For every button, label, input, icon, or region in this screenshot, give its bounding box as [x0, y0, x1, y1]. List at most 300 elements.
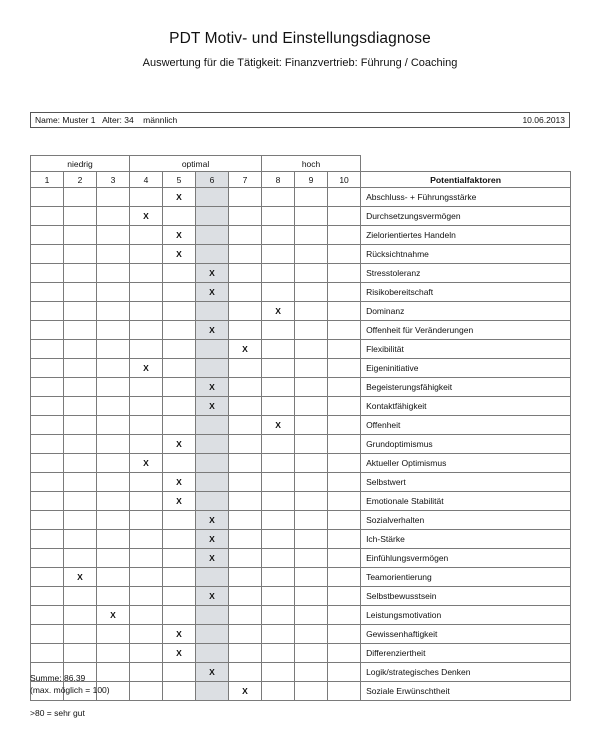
score-empty-cell[interactable]: [196, 359, 229, 378]
score-empty-cell[interactable]: [130, 302, 163, 321]
score-empty-cell[interactable]: [64, 188, 97, 207]
score-empty-cell[interactable]: [64, 625, 97, 644]
score-empty-cell[interactable]: [295, 625, 328, 644]
score-empty-cell[interactable]: [295, 473, 328, 492]
score-empty-cell[interactable]: [196, 568, 229, 587]
score-empty-cell[interactable]: [130, 663, 163, 682]
score-empty-cell[interactable]: [163, 682, 196, 701]
score-empty-cell[interactable]: [163, 207, 196, 226]
score-empty-cell[interactable]: [97, 644, 130, 663]
score-empty-cell[interactable]: [97, 359, 130, 378]
factor-label: Stresstoleranz: [361, 264, 571, 283]
score-empty-cell[interactable]: [328, 663, 361, 682]
score-empty-cell[interactable]: [130, 416, 163, 435]
score-empty-cell[interactable]: [229, 435, 262, 454]
score-empty-cell[interactable]: [163, 511, 196, 530]
score-empty-cell[interactable]: [262, 606, 295, 625]
factor-label: Leistungsmotivation: [361, 606, 571, 625]
score-empty-cell[interactable]: [97, 587, 130, 606]
score-empty-cell[interactable]: [295, 587, 328, 606]
score-empty-cell[interactable]: [130, 625, 163, 644]
score-empty-cell[interactable]: [328, 682, 361, 701]
score-mark-cell[interactable]: X: [64, 568, 97, 587]
score-empty-cell[interactable]: [229, 226, 262, 245]
score-empty-cell[interactable]: [163, 530, 196, 549]
score-empty-cell[interactable]: [130, 682, 163, 701]
score-empty-cell[interactable]: [262, 511, 295, 530]
score-empty-cell[interactable]: [262, 663, 295, 682]
score-empty-cell[interactable]: [31, 568, 64, 587]
score-empty-cell[interactable]: [163, 568, 196, 587]
score-empty-cell[interactable]: [262, 397, 295, 416]
score-empty-cell[interactable]: [262, 245, 295, 264]
table-row: [31, 644, 571, 663]
scale-header-4: 4: [130, 172, 163, 188]
score-empty-cell[interactable]: [97, 264, 130, 283]
score-empty-cell[interactable]: [229, 530, 262, 549]
factor-label: Selbstwert: [361, 473, 571, 492]
score-mark-cell[interactable]: X: [163, 188, 196, 207]
score-mark-cell[interactable]: X: [163, 625, 196, 644]
score-empty-cell[interactable]: [262, 682, 295, 701]
score-mark-cell[interactable]: X: [130, 207, 163, 226]
score-empty-cell[interactable]: [229, 397, 262, 416]
score-empty-cell[interactable]: [64, 473, 97, 492]
score-mark-cell[interactable]: X: [163, 492, 196, 511]
score-empty-cell[interactable]: [196, 226, 229, 245]
score-mark-cell[interactable]: X: [262, 302, 295, 321]
score-empty-cell[interactable]: [64, 549, 97, 568]
score-empty-cell[interactable]: [229, 587, 262, 606]
score-empty-cell[interactable]: [262, 264, 295, 283]
score-empty-cell[interactable]: [64, 226, 97, 245]
score-empty-cell[interactable]: [328, 435, 361, 454]
score-mark-cell[interactable]: X: [196, 264, 229, 283]
table-row: [31, 663, 571, 682]
score-mark-cell[interactable]: X: [196, 663, 229, 682]
score-empty-cell[interactable]: [163, 359, 196, 378]
score-empty-cell[interactable]: [31, 435, 64, 454]
score-empty-cell[interactable]: [262, 625, 295, 644]
score-empty-cell[interactable]: [64, 283, 97, 302]
score-mark-cell[interactable]: X: [196, 511, 229, 530]
score-empty-cell[interactable]: [31, 264, 64, 283]
table-row: [31, 321, 571, 340]
score-empty-cell[interactable]: [328, 416, 361, 435]
score-empty-cell[interactable]: [97, 454, 130, 473]
score-mark-cell[interactable]: X: [196, 397, 229, 416]
score-empty-cell[interactable]: [229, 207, 262, 226]
score-empty-cell[interactable]: [328, 378, 361, 397]
score-empty-cell[interactable]: [97, 416, 130, 435]
score-empty-cell[interactable]: [328, 245, 361, 264]
score-empty-cell[interactable]: [130, 188, 163, 207]
score-mark-cell[interactable]: X: [130, 454, 163, 473]
score-empty-cell[interactable]: [31, 226, 64, 245]
score-empty-cell[interactable]: [196, 606, 229, 625]
score-empty-cell[interactable]: [328, 530, 361, 549]
score-empty-cell[interactable]: [130, 264, 163, 283]
score-empty-cell[interactable]: [328, 302, 361, 321]
score-empty-cell[interactable]: [229, 644, 262, 663]
table-body: [31, 188, 571, 701]
factor-label: Soziale Erwünschtheit: [361, 682, 571, 701]
score-empty-cell[interactable]: [295, 511, 328, 530]
table-row: [31, 302, 571, 321]
score-empty-cell[interactable]: [262, 321, 295, 340]
score-empty-cell[interactable]: [262, 568, 295, 587]
score-empty-cell[interactable]: [163, 283, 196, 302]
score-empty-cell[interactable]: [64, 378, 97, 397]
score-empty-cell[interactable]: [64, 397, 97, 416]
score-empty-cell[interactable]: [262, 359, 295, 378]
score-empty-cell[interactable]: [262, 549, 295, 568]
score-empty-cell[interactable]: [262, 207, 295, 226]
score-empty-cell[interactable]: [328, 283, 361, 302]
score-empty-cell[interactable]: [328, 511, 361, 530]
score-empty-cell[interactable]: [64, 264, 97, 283]
score-empty-cell[interactable]: [130, 530, 163, 549]
score-empty-cell[interactable]: [163, 587, 196, 606]
page-subtitle: Auswertung für die Tätigkeit: Finanzvertrieb: Führung / Coaching: [142, 57, 458, 69]
score-empty-cell[interactable]: [64, 644, 97, 663]
score-empty-cell[interactable]: [130, 587, 163, 606]
score-empty-cell[interactable]: [196, 302, 229, 321]
score-empty-cell[interactable]: [328, 473, 361, 492]
score-empty-cell[interactable]: [328, 549, 361, 568]
score-empty-cell[interactable]: [97, 207, 130, 226]
score-empty-cell[interactable]: [31, 454, 64, 473]
score-empty-cell[interactable]: [64, 302, 97, 321]
score-mark-cell[interactable]: X: [196, 549, 229, 568]
score-empty-cell[interactable]: [295, 378, 328, 397]
score-empty-cell[interactable]: [130, 245, 163, 264]
score-empty-cell[interactable]: [229, 625, 262, 644]
score-empty-cell[interactable]: [262, 473, 295, 492]
score-empty-cell[interactable]: [328, 606, 361, 625]
score-empty-cell[interactable]: [229, 663, 262, 682]
score-mark-cell[interactable]: X: [163, 473, 196, 492]
scale-group-hoch: hoch: [262, 156, 361, 172]
score-empty-cell[interactable]: [130, 397, 163, 416]
score-empty-cell[interactable]: [97, 435, 130, 454]
score-empty-cell[interactable]: [31, 321, 64, 340]
score-empty-cell[interactable]: [295, 568, 328, 587]
score-empty-cell[interactable]: [295, 321, 328, 340]
score-mark-cell[interactable]: X: [196, 587, 229, 606]
score-empty-cell[interactable]: [229, 283, 262, 302]
score-empty-cell[interactable]: [97, 625, 130, 644]
score-empty-cell[interactable]: [229, 492, 262, 511]
score-empty-cell[interactable]: [31, 492, 64, 511]
score-empty-cell[interactable]: [64, 435, 97, 454]
score-empty-cell[interactable]: [196, 625, 229, 644]
score-empty-cell[interactable]: [64, 587, 97, 606]
score-empty-cell[interactable]: [295, 530, 328, 549]
score-empty-cell[interactable]: [295, 416, 328, 435]
score-empty-cell[interactable]: [97, 492, 130, 511]
score-empty-cell[interactable]: [97, 321, 130, 340]
score-mark-cell[interactable]: X: [229, 682, 262, 701]
score-mark-cell[interactable]: X: [229, 340, 262, 359]
score-empty-cell[interactable]: [163, 264, 196, 283]
score-empty-cell[interactable]: [163, 549, 196, 568]
score-empty-cell[interactable]: [262, 188, 295, 207]
score-empty-cell[interactable]: [295, 245, 328, 264]
score-empty-cell[interactable]: [130, 549, 163, 568]
score-empty-cell[interactable]: [229, 473, 262, 492]
score-empty-cell[interactable]: [163, 397, 196, 416]
score-empty-cell[interactable]: [97, 340, 130, 359]
score-empty-cell[interactable]: [97, 283, 130, 302]
score-mark-cell[interactable]: X: [262, 416, 295, 435]
score-empty-cell[interactable]: [97, 245, 130, 264]
score-empty-cell[interactable]: [31, 283, 64, 302]
score-empty-cell[interactable]: [31, 549, 64, 568]
score-empty-cell[interactable]: [64, 511, 97, 530]
score-empty-cell[interactable]: [163, 340, 196, 359]
score-empty-cell[interactable]: [130, 644, 163, 663]
score-empty-cell[interactable]: [130, 473, 163, 492]
score-empty-cell[interactable]: [229, 321, 262, 340]
score-empty-cell[interactable]: [295, 454, 328, 473]
score-empty-cell[interactable]: [130, 283, 163, 302]
score-empty-cell[interactable]: [328, 644, 361, 663]
score-empty-cell[interactable]: [97, 397, 130, 416]
score-empty-cell[interactable]: [31, 530, 64, 549]
score-empty-cell[interactable]: [130, 511, 163, 530]
score-empty-cell[interactable]: [295, 359, 328, 378]
score-mark-cell[interactable]: X: [196, 530, 229, 549]
score-empty-cell[interactable]: [163, 416, 196, 435]
score-empty-cell[interactable]: [229, 606, 262, 625]
factor-label: Flexibilität: [361, 340, 571, 359]
score-empty-cell[interactable]: [262, 226, 295, 245]
score-empty-cell[interactable]: [97, 226, 130, 245]
score-mark-cell[interactable]: X: [163, 226, 196, 245]
score-empty-cell[interactable]: [64, 340, 97, 359]
factor-label: Gewissenhaftigkeit: [361, 625, 571, 644]
factor-label: Ich-Stärke: [361, 530, 571, 549]
score-mark-cell[interactable]: X: [130, 359, 163, 378]
score-empty-cell[interactable]: [163, 378, 196, 397]
score-empty-cell[interactable]: [262, 378, 295, 397]
score-empty-cell[interactable]: [328, 359, 361, 378]
factor-label: Eigeninitiative: [361, 359, 571, 378]
score-empty-cell[interactable]: [295, 682, 328, 701]
score-empty-cell[interactable]: [196, 644, 229, 663]
score-empty-cell[interactable]: [328, 340, 361, 359]
score-empty-cell[interactable]: [328, 321, 361, 340]
score-empty-cell[interactable]: [163, 321, 196, 340]
score-empty-cell[interactable]: [31, 473, 64, 492]
score-empty-cell[interactable]: [196, 492, 229, 511]
score-empty-cell[interactable]: [130, 340, 163, 359]
factor-label: Logik/strategisches Denken: [361, 663, 571, 682]
score-empty-cell[interactable]: [196, 188, 229, 207]
score-empty-cell[interactable]: [163, 302, 196, 321]
table-row: [31, 264, 571, 283]
score-empty-cell[interactable]: [196, 682, 229, 701]
score-empty-cell[interactable]: [163, 454, 196, 473]
score-empty-cell[interactable]: [295, 549, 328, 568]
factor-label: Differenziertheit: [361, 644, 571, 663]
score-empty-cell[interactable]: [64, 530, 97, 549]
score-empty-cell[interactable]: [163, 663, 196, 682]
score-empty-cell[interactable]: [31, 587, 64, 606]
score-empty-cell[interactable]: [262, 492, 295, 511]
score-empty-cell[interactable]: [328, 264, 361, 283]
person-details: Name: Muster 1 Alter: 34 männlich: [35, 115, 178, 125]
score-empty-cell[interactable]: [31, 378, 64, 397]
score-empty-cell[interactable]: [130, 435, 163, 454]
table-row: [31, 682, 571, 701]
score-empty-cell[interactable]: [97, 302, 130, 321]
score-empty-cell[interactable]: [328, 587, 361, 606]
score-empty-cell[interactable]: [295, 644, 328, 663]
score-empty-cell[interactable]: [262, 587, 295, 606]
score-empty-cell[interactable]: [130, 568, 163, 587]
score-empty-cell[interactable]: [229, 378, 262, 397]
score-empty-cell[interactable]: [163, 606, 196, 625]
score-empty-cell[interactable]: [97, 530, 130, 549]
score-empty-cell[interactable]: [262, 435, 295, 454]
score-empty-cell[interactable]: [64, 492, 97, 511]
scale-group-spacer: [361, 156, 571, 172]
score-empty-cell[interactable]: [31, 207, 64, 226]
score-empty-cell[interactable]: [64, 359, 97, 378]
score-empty-cell[interactable]: [196, 454, 229, 473]
score-empty-cell[interactable]: [229, 568, 262, 587]
score-empty-cell[interactable]: [262, 530, 295, 549]
score-empty-cell[interactable]: [64, 207, 97, 226]
score-empty-cell[interactable]: [328, 226, 361, 245]
score-empty-cell[interactable]: [295, 207, 328, 226]
score-empty-cell[interactable]: [295, 397, 328, 416]
score-empty-cell[interactable]: [64, 416, 97, 435]
score-empty-cell[interactable]: [328, 568, 361, 587]
table-row: [31, 283, 571, 302]
score-empty-cell[interactable]: [328, 625, 361, 644]
score-empty-cell[interactable]: [295, 188, 328, 207]
score-empty-cell[interactable]: [130, 321, 163, 340]
table-row: [31, 397, 571, 416]
table-row: [31, 568, 571, 587]
score-mark-cell[interactable]: X: [163, 245, 196, 264]
score-empty-cell[interactable]: [64, 245, 97, 264]
score-empty-cell[interactable]: [262, 644, 295, 663]
score-empty-cell[interactable]: [229, 302, 262, 321]
score-empty-cell[interactable]: [31, 340, 64, 359]
score-empty-cell[interactable]: [31, 359, 64, 378]
factor-label: Rücksichtnahme: [361, 245, 571, 264]
score-empty-cell[interactable]: [31, 302, 64, 321]
score-empty-cell[interactable]: [229, 264, 262, 283]
score-empty-cell[interactable]: [97, 511, 130, 530]
score-empty-cell[interactable]: [262, 283, 295, 302]
score-empty-cell[interactable]: [229, 359, 262, 378]
score-empty-cell[interactable]: [31, 397, 64, 416]
score-empty-cell[interactable]: [130, 606, 163, 625]
score-empty-cell[interactable]: [295, 264, 328, 283]
score-empty-cell[interactable]: [295, 492, 328, 511]
score-empty-cell[interactable]: [31, 625, 64, 644]
max-line: (max. möglich = 100): [30, 685, 110, 695]
score-empty-cell[interactable]: [196, 207, 229, 226]
score-empty-cell[interactable]: [262, 454, 295, 473]
score-empty-cell[interactable]: [31, 644, 64, 663]
score-empty-cell[interactable]: [229, 188, 262, 207]
score-mark-cell[interactable]: X: [196, 321, 229, 340]
score-empty-cell[interactable]: [295, 302, 328, 321]
score-empty-cell[interactable]: [64, 606, 97, 625]
score-empty-cell[interactable]: [196, 473, 229, 492]
score-empty-cell[interactable]: [31, 416, 64, 435]
scale-header-2: 2: [64, 172, 97, 188]
score-empty-cell[interactable]: [196, 340, 229, 359]
score-empty-cell[interactable]: [31, 188, 64, 207]
score-empty-cell[interactable]: [295, 226, 328, 245]
score-empty-cell[interactable]: [262, 340, 295, 359]
score-empty-cell[interactable]: [328, 454, 361, 473]
score-empty-cell[interactable]: [229, 511, 262, 530]
score-mark-cell[interactable]: X: [196, 283, 229, 302]
score-empty-cell[interactable]: [31, 511, 64, 530]
table-row: [31, 188, 571, 207]
score-empty-cell[interactable]: [97, 549, 130, 568]
score-mark-cell[interactable]: X: [196, 378, 229, 397]
score-empty-cell[interactable]: [295, 283, 328, 302]
score-empty-cell[interactable]: [196, 245, 229, 264]
table-row: [31, 416, 571, 435]
score-empty-cell[interactable]: [196, 435, 229, 454]
factor-label: Abschluss- + Führungsstärke: [361, 188, 571, 207]
score-empty-cell[interactable]: [229, 549, 262, 568]
score-empty-cell[interactable]: [328, 492, 361, 511]
score-empty-cell[interactable]: [31, 606, 64, 625]
score-mark-cell[interactable]: X: [163, 644, 196, 663]
score-empty-cell[interactable]: [64, 454, 97, 473]
score-empty-cell[interactable]: [130, 226, 163, 245]
score-empty-cell[interactable]: [196, 416, 229, 435]
score-mark-cell[interactable]: X: [97, 606, 130, 625]
table-row: [31, 378, 571, 397]
score-empty-cell[interactable]: [295, 663, 328, 682]
table-head: [31, 156, 571, 188]
score-empty-cell[interactable]: [328, 188, 361, 207]
score-empty-cell[interactable]: [295, 435, 328, 454]
score-empty-cell[interactable]: [130, 378, 163, 397]
score-empty-cell[interactable]: [97, 378, 130, 397]
factor-label: Risikobereitschaft: [361, 283, 571, 302]
table-row: [31, 435, 571, 454]
score-empty-cell[interactable]: [229, 245, 262, 264]
score-empty-cell[interactable]: [295, 340, 328, 359]
score-empty-cell[interactable]: [229, 416, 262, 435]
score-empty-cell[interactable]: [97, 188, 130, 207]
score-empty-cell[interactable]: [229, 454, 262, 473]
score-empty-cell[interactable]: [130, 492, 163, 511]
score-empty-cell[interactable]: [31, 245, 64, 264]
score-empty-cell[interactable]: [97, 473, 130, 492]
score-empty-cell[interactable]: [295, 606, 328, 625]
score-empty-cell[interactable]: [328, 397, 361, 416]
factor-label: Grundoptimismus: [361, 435, 571, 454]
score-empty-cell[interactable]: [97, 568, 130, 587]
score-empty-cell[interactable]: [328, 207, 361, 226]
score-mark-cell[interactable]: X: [163, 435, 196, 454]
score-empty-cell[interactable]: [64, 321, 97, 340]
